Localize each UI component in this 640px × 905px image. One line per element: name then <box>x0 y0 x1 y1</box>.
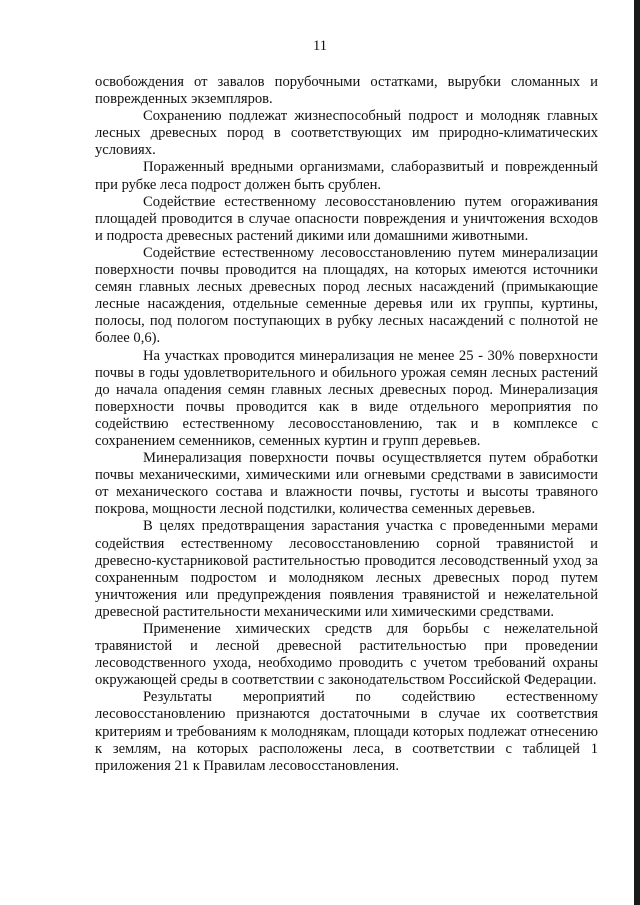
document-body <box>95 74 598 775</box>
paragraph: Содействие естественному лесовосстановлению путем минерализации поверхности почвы проводится на площадях, на которых имеются источники семян главных лесных древесных пород лесных насаждений (примыкающие лесные насаждения, отдельные семенные деревья или их группы, куртины, полосы, под пологом поступающих в рубку лесных насаждений с полнотой не более 0,6). <box>95 244 598 347</box>
page-number: 11 <box>313 38 327 54</box>
paragraph: Сохранению подлежат жизнеспособный подрост и молодняк главных лесных древесных пород в соответствующих им природно-климатических условиях. <box>95 108 598 159</box>
paragraph: В целях предотвращения зарастания участка с проведенными мерами содействия естественному лесовосстановлению сорной травянистой и древесно-кустарниковой растительностью проводится лесоводственный уход за сохраненным подростом и молодняком лесных древесных пород путем уничтожения или предупреждения появления травянистой и нежелательной древесной растительности механическими или химическими средствами. <box>95 518 598 620</box>
paragraph: Применение химических средств для борьбы с нежелательной травянистой и лесной древесной растительностью при проведении лесоводственного ухода, необходимо проводить с учетом требований охраны окружающей среды в соответствии с законодательством Российской Федерации. <box>95 621 598 689</box>
paragraph: Пораженный вредными организмами, слаборазвитый и поврежденный при рубке леса подрост должен быть срублен. <box>95 159 598 193</box>
page-edge-shadow <box>634 0 640 905</box>
paragraph: На участках проводится минерализация не менее 25 - 30% поверхности почвы в годы удовлетворительного и обильного урожая семян лесных растений до начала опадения семян главных лесных древесных пород. Минерализация поверхности почвы проводится как в виде отдельного мероприятия по содействию естественному лесовосстановлению, так и в комплексе с сохранением семенников, семенных куртин и групп деревьев. <box>95 347 598 449</box>
paragraph: Результаты мероприятий по содействию естественному лесовосстановлению признаются достаточными в случае их соответствия критериям и требованиям к молоднякам, площади которых подлежат отнесению к землям, на которых расположены леса, в соответствии с таблицей 1 приложения 21 к Правилам лесовосстановления. <box>95 689 598 774</box>
paragraph: Содействие естественному лесовосстановлению путем огораживания площадей проводится в случае опасности повреждения и уничтожения всходов и подроста древесных растений дикими или домашними животными. <box>95 193 598 244</box>
paragraph-continuation: освобождения от завалов порубочными остатками, вырубки сломанных и поврежденных экземпляров. <box>95 74 598 108</box>
paragraph: Минерализация поверхности почвы осуществляется путем обработки почвы механическими, химическими или огневыми средствами в зависимости от механического состава и влажности почвы, густоты и высоты травяного покрова, мощности лесной подстилки, количества семенных деревьев. <box>95 450 598 518</box>
